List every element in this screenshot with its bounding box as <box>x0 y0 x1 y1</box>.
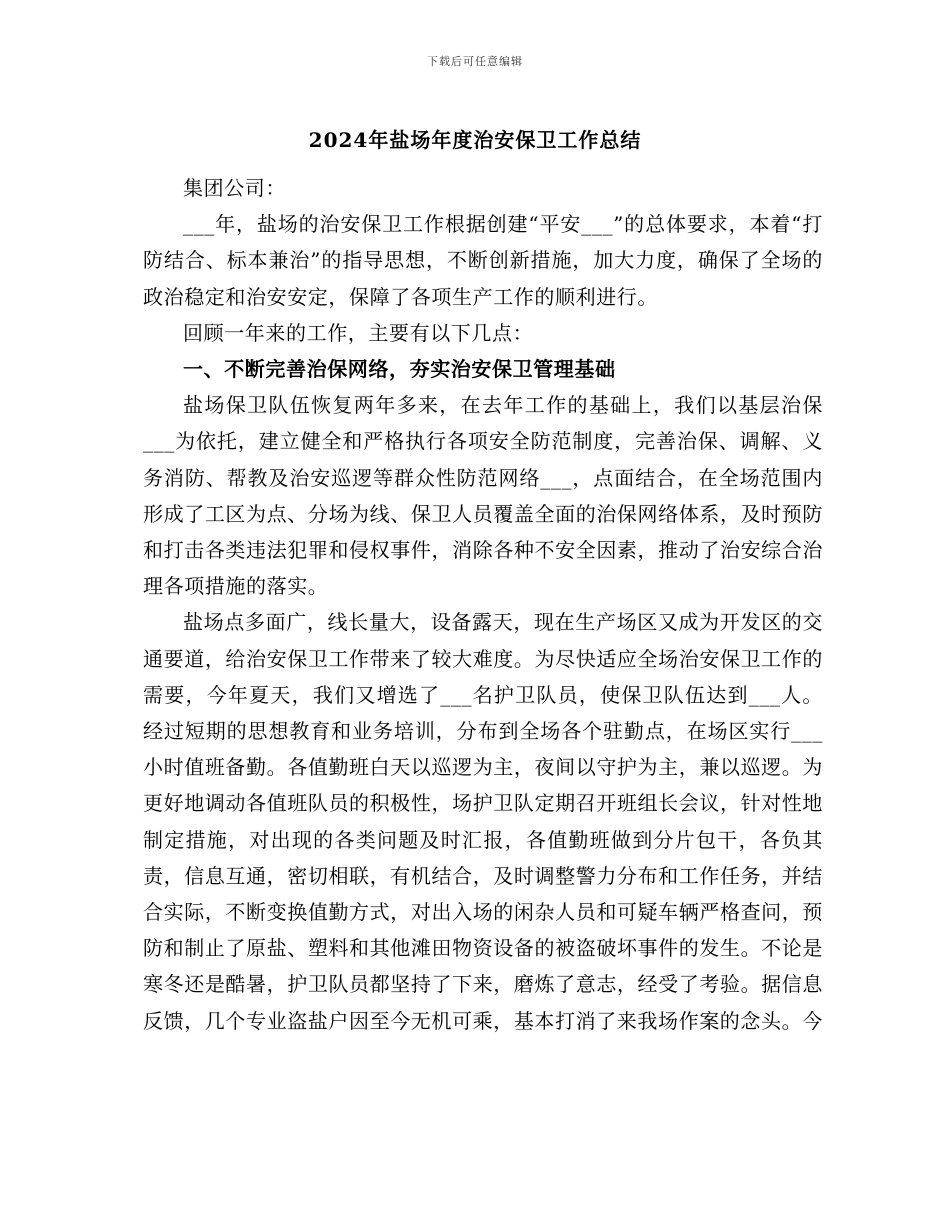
section-paragraph: 盐场点多面广，线长量大，设备露天，现在生产场区又成为开发区的交通要道，给治安保卫工作带来了较大难度。为尽快适应全场治安保卫工作的需要，今年夏天，我们又增选了___名护卫队员，使保卫队伍达到___人。经过短期的思想教育和业务培训，分布到全场各个驻勤点，在场区实行___小时值班备勤。各值勤班白天以巡逻为主，夜间以守护为主，兼以巡逻。为更好地调动各值班队员的积极性，场护卫队定期召开班组长会议，针对性地制定措施，对出现的各类问题及时汇报，各值勤班做到分片包干，各负其责，信息互通，密切相联，有机结合，及时调整警力分布和工作任务，并结合实际，不断变换值勤方式，对出入场的闲杂人员和可疑车辆严格查问，预防和制止了原盐、塑料和其他滩田物资设备的被盗破坏事件的发生。不论是寒冬还是酷暑，护卫队员都坚持了下来，磨炼了意志，经受了考验。据信息反馈，几个专业盗盐户因至今无机可乘，基本打消了来我场作案的念头。今 <box>143 610 823 1033</box>
page-header-note: 下载后可任意编辑 <box>427 55 523 68</box>
review-paragraph: 回顾一年来的工作，主要有以下几点： <box>183 320 534 345</box>
document-body <box>143 170 823 1039</box>
salutation: 集团公司： <box>183 176 286 200</box>
section-heading: 一、不断完善治保网络，夯实治安保卫管理基础 <box>183 357 616 382</box>
document-title: 2024年盐场年度治安保卫工作总结 <box>308 128 642 152</box>
section-paragraph: 盐场保卫队伍恢复两年多来，在去年工作的基础上，我们以基层治保___为依托，建立健全和严格执行各项安全防范制度，完善治保、调解、义务消防、帮教及治安巡逻等群众性防范网络___，点面结合，在全场范围内形成了工区为点、分场为线、保卫人员覆盖全面的治保网络体系，及时预防和打击各类违法犯罪和侵权事件，消除各种不安全因素，推动了治安综合治理各项措施的落实。 <box>143 393 823 599</box>
intro-paragraph: ___年，盐场的治安保卫工作根据创建“平安___”的总体要求，本着“打防结合、标本兼治”的指导思想，不断创新措施，加大力度，确保了全场的政治稳定和治安安定，保障了各项生产工作的顺利进行。 <box>143 212 823 309</box>
